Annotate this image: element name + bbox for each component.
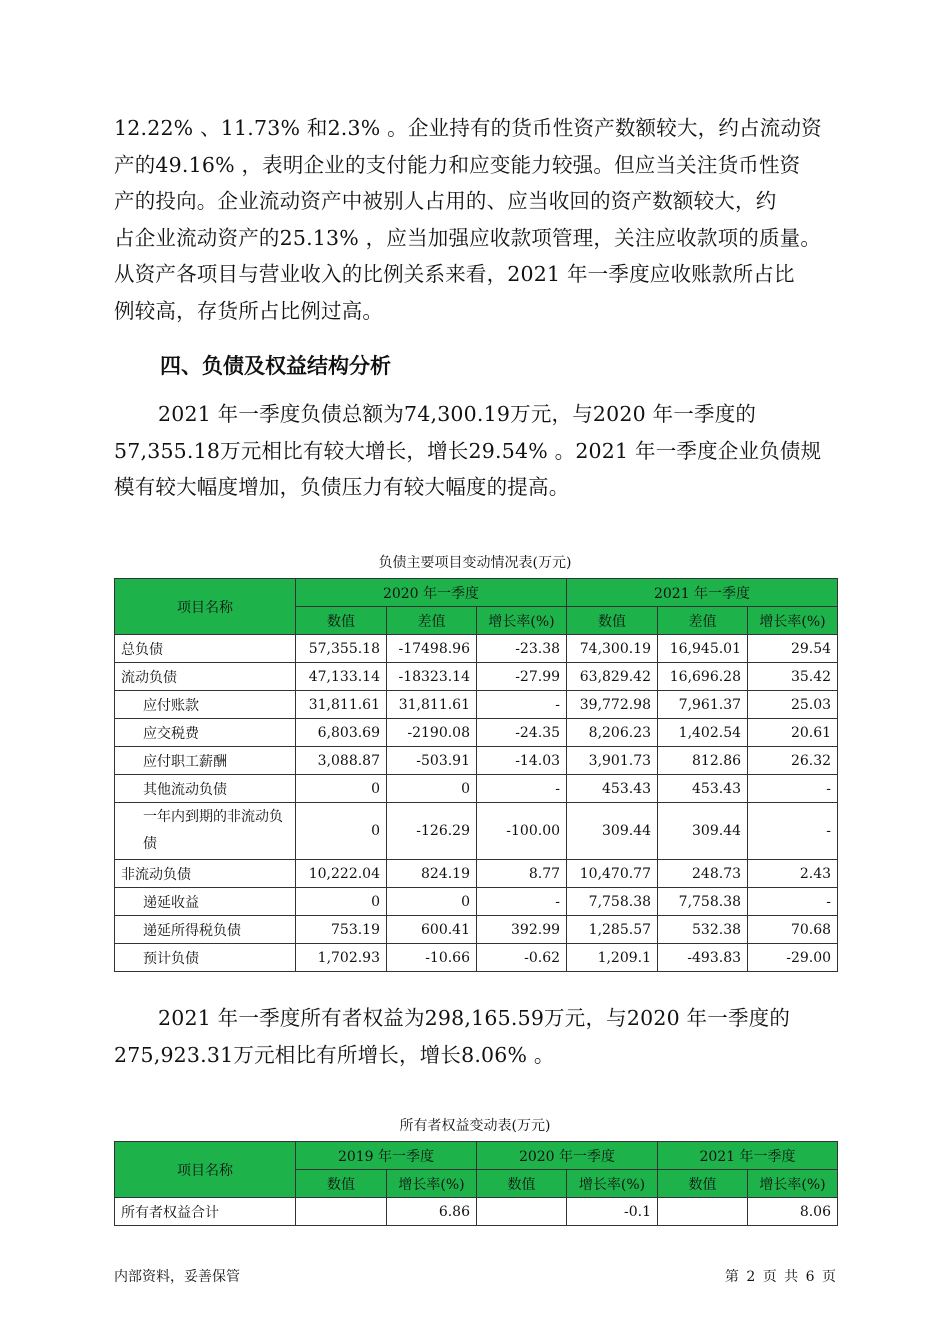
cell-value: 1,209.1 <box>567 944 658 972</box>
table-row <box>115 860 838 888</box>
cell-value: - <box>477 691 567 719</box>
cell-value: 309.44 <box>567 803 658 860</box>
cell-value: 1,402.54 <box>658 719 748 747</box>
header-sub: 数值 <box>477 1170 567 1198</box>
cell-value: 6,803.69 <box>296 719 387 747</box>
header-period: 2020 年一季度 <box>477 1142 658 1170</box>
text-line: 产的投向。企业流动资产中被别人占用的、应当收回的资产数额较大，约 <box>114 189 777 214</box>
cell-value: -503.91 <box>387 747 477 775</box>
cell-value <box>477 1198 567 1226</box>
table-row <box>115 691 838 719</box>
row-name: 总负债 <box>115 635 296 663</box>
cell-value: 824.19 <box>387 860 477 888</box>
row-name: 预计负债 <box>115 944 296 972</box>
cell-value: 0 <box>296 775 387 803</box>
cell-value: - <box>748 888 838 916</box>
header-sub: 增长率(%) <box>748 1170 838 1198</box>
text-line: 例较高，存货所占比例过高。 <box>114 298 384 323</box>
cell-value: 0 <box>296 888 387 916</box>
cell-value: 74,300.19 <box>567 635 658 663</box>
cell-value: 63,829.42 <box>567 663 658 691</box>
cell-value: 35.42 <box>748 663 838 691</box>
cell-value: 70.68 <box>748 916 838 944</box>
cell-value: 453.43 <box>567 775 658 803</box>
cell-value <box>658 1198 748 1226</box>
cell-value: 8.77 <box>477 860 567 888</box>
cell-value: -126.29 <box>387 803 477 860</box>
text-line: 2021 年一季度所有者权益为298,165.59万元，与2020 年一季度的 <box>158 1006 791 1030</box>
liability-table <box>114 578 838 972</box>
cell-value: 47,133.14 <box>296 663 387 691</box>
cell-value: 3,901.73 <box>567 747 658 775</box>
cell-value: 2.43 <box>748 860 838 888</box>
cell-value: 392.99 <box>477 916 567 944</box>
cell-value: 57,355.18 <box>296 635 387 663</box>
header-item-name: 项目名称 <box>115 1142 296 1198</box>
cell-value: 812.86 <box>658 747 748 775</box>
cell-value: 39,772.98 <box>567 691 658 719</box>
cell-value: 532.38 <box>658 916 748 944</box>
row-name: 递延所得税负债 <box>115 916 296 944</box>
header-period: 2021 年一季度 <box>658 1142 838 1170</box>
header-period: 2020 年一季度 <box>296 579 567 607</box>
section-heading: 四、负债及权益结构分析 <box>160 353 391 378</box>
header-sub: 差值 <box>658 607 748 635</box>
cell-value: 20.61 <box>748 719 838 747</box>
cell-value: 0 <box>296 803 387 860</box>
equity-table-caption: 所有者权益变动表(万元) <box>399 1118 551 1134</box>
cell-value: 1,702.93 <box>296 944 387 972</box>
footer-page-number: 第 2 页 共 6 页 <box>724 1269 836 1285</box>
cell-value: 25.03 <box>748 691 838 719</box>
table-row <box>115 916 838 944</box>
cell-value: 0 <box>387 775 477 803</box>
cell-value: 453.43 <box>658 775 748 803</box>
text-line: 275,923.31万元相比有所增长，增长8.06% 。 <box>114 1042 555 1067</box>
header-sub: 增长率(%) <box>748 607 838 635</box>
header-sub: 数值 <box>296 1170 387 1198</box>
row-name: 流动负债 <box>115 663 296 691</box>
paragraph-liability-summary <box>114 396 840 506</box>
cell-value: -0.62 <box>477 944 567 972</box>
cell-value: - <box>477 775 567 803</box>
text-line: 2021 年一季度负债总额为74,300.19万元，与2020 年一季度的 <box>158 402 757 426</box>
row-name: 递延收益 <box>115 888 296 916</box>
cell-value: 8.06 <box>748 1198 838 1226</box>
table-row <box>115 775 838 803</box>
cell-value: - <box>748 803 838 860</box>
row-name: 应付账款 <box>115 691 296 719</box>
text-line: 产的49.16% ，表明企业的支付能力和应变能力较强。但应当关注货币性资 <box>114 152 801 177</box>
cell-value: 31,811.61 <box>296 691 387 719</box>
cell-value: 26.32 <box>748 747 838 775</box>
cell-value: -2190.08 <box>387 719 477 747</box>
cell-value: 31,811.61 <box>387 691 477 719</box>
cell-value: 16,696.28 <box>658 663 748 691</box>
cell-value: -18323.14 <box>387 663 477 691</box>
header-sub: 增长率(%) <box>567 1170 658 1198</box>
cell-value: -24.35 <box>477 719 567 747</box>
cell-value: 7,758.38 <box>567 888 658 916</box>
table-row <box>115 944 838 972</box>
cell-value: 1,285.57 <box>567 916 658 944</box>
header-sub: 增长率(%) <box>387 1170 477 1198</box>
header-period: 2021 年一季度 <box>567 579 838 607</box>
cell-value: 7,758.38 <box>658 888 748 916</box>
paragraph-equity-summary <box>114 1000 840 1073</box>
footer-confidential: 内部资料，妥善保管 <box>114 1269 240 1285</box>
cell-value: - <box>748 775 838 803</box>
text-line: 从资产各项目与营业收入的比例关系来看，2021 年一季度应收账款所占比 <box>114 262 795 287</box>
cell-value: -10.66 <box>387 944 477 972</box>
cell-value: 16,945.01 <box>658 635 748 663</box>
table-row <box>115 747 838 775</box>
cell-value: -23.38 <box>477 635 567 663</box>
row-name: 应付职工薪酬 <box>115 747 296 775</box>
header-sub: 数值 <box>658 1170 748 1198</box>
cell-value: -0.1 <box>567 1198 658 1226</box>
table-row <box>115 803 838 860</box>
paragraph-asset-structure <box>114 110 840 330</box>
cell-value: 7,961.37 <box>658 691 748 719</box>
table-row <box>115 663 838 691</box>
row-name: 一年内到期的非流动负债 <box>115 803 296 860</box>
table-row <box>115 719 838 747</box>
header-period: 2019 年一季度 <box>296 1142 477 1170</box>
equity-table <box>114 1141 838 1226</box>
cell-value: 600.41 <box>387 916 477 944</box>
header-sub: 数值 <box>296 607 387 635</box>
header-sub: 增长率(%) <box>477 607 567 635</box>
cell-value: - <box>477 888 567 916</box>
cell-value: -493.83 <box>658 944 748 972</box>
text-line: 12.22% 、11.73% 和2.3% 。企业持有的货币性资产数额较大，约占流动资 <box>114 116 822 140</box>
cell-value: -100.00 <box>477 803 567 860</box>
text-line: 占企业流动资产的25.13% ，应当加强应收款项管理，关注应收款项的质量。 <box>114 225 822 250</box>
cell-value: -27.99 <box>477 663 567 691</box>
row-name: 其他流动负债 <box>115 775 296 803</box>
row-name: 所有者权益合计 <box>115 1198 296 1226</box>
header-item-name: 项目名称 <box>115 579 296 635</box>
cell-value: -17498.96 <box>387 635 477 663</box>
cell-value: 753.19 <box>296 916 387 944</box>
cell-value: 309.44 <box>658 803 748 860</box>
cell-value: 8,206.23 <box>567 719 658 747</box>
cell-value: 3,088.87 <box>296 747 387 775</box>
cell-value: 0 <box>387 888 477 916</box>
text-line: 模有较大幅度增加，负债压力有较大幅度的提高。 <box>114 475 570 500</box>
header-sub: 数值 <box>567 607 658 635</box>
cell-value: -14.03 <box>477 747 567 775</box>
cell-value: 10,222.04 <box>296 860 387 888</box>
table-row <box>115 635 838 663</box>
header-sub: 差值 <box>387 607 477 635</box>
liability-table-caption: 负债主要项目变动情况表(万元) <box>378 555 572 571</box>
cell-value: 29.54 <box>748 635 838 663</box>
cell-value: 248.73 <box>658 860 748 888</box>
text-line: 57,355.18万元相比有较大增长，增长29.54% 。2021 年一季度企业负债规 <box>114 438 822 463</box>
table-row <box>115 1198 838 1226</box>
cell-value: 10,470.77 <box>567 860 658 888</box>
row-name: 非流动负债 <box>115 860 296 888</box>
cell-value <box>296 1198 387 1226</box>
cell-value: 6.86 <box>387 1198 477 1226</box>
table-row <box>115 888 838 916</box>
row-name: 应交税费 <box>115 719 296 747</box>
cell-value: -29.00 <box>748 944 838 972</box>
